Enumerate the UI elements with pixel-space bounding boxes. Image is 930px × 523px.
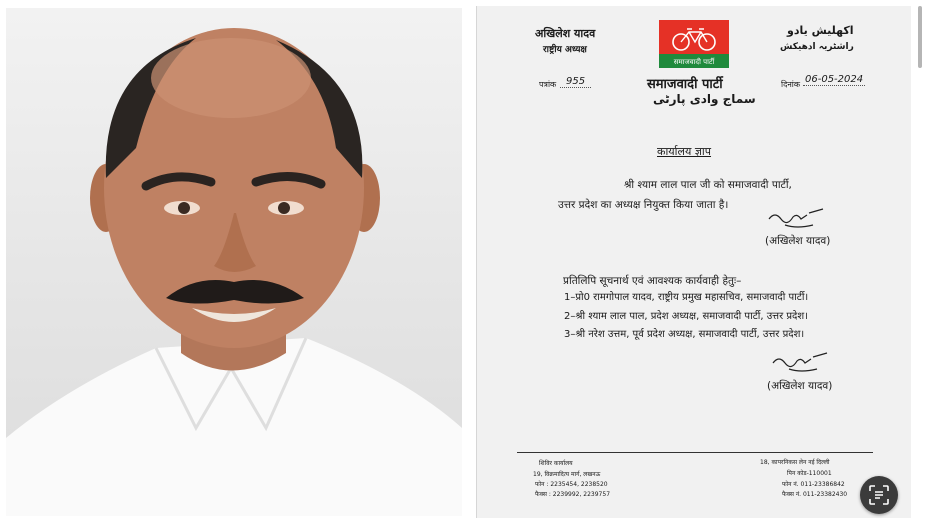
scrollbar-thumb[interactable] (918, 6, 922, 68)
header-left-title: राष्ट्रीय अध्यक्ष (543, 45, 587, 55)
header-left-name: अखिलेश यादव (535, 27, 596, 40)
lens-scan-icon (869, 485, 889, 505)
footer-right-fax: फैक्स नं. 011-23382430 (782, 491, 848, 498)
memo-body-line-2: उत्तर प्रदेश का अध्यक्ष नियुक्त किया जाता है। (558, 199, 729, 211)
header-right-title: راشٹریہ ادھیکش (780, 42, 854, 52)
footer-left-title: शिविर कार्यालय (539, 460, 573, 467)
party-name-hindi: समाजवादी पार्टी (647, 77, 723, 92)
footer-left-address: 19, विक्रमादित्य मार्ग, लखनऊ (533, 471, 601, 478)
memo-subject: कार्यालय ज्ञाप (657, 145, 712, 158)
header-right-name: اکھلیش یادو (787, 24, 854, 37)
signature-2 (771, 349, 831, 377)
reference-label: पत्रांक (539, 80, 557, 89)
portrait-photo (6, 8, 462, 516)
date-value: 06-05-2024 (805, 74, 864, 85)
footer-right-address: 18, कापरनिकस लेन नई दिल्ली (760, 459, 830, 466)
signatory-name-2: (अखिलेश यादव) (767, 380, 833, 392)
copy-to-item: 3–श्री नरेश उत्तम, पूर्व प्रदेश अध्यक्ष, समाजवादी पार्टी, उत्तर प्रदेश। (564, 329, 805, 340)
footer-right-pin: पिन कोड-110001 (787, 470, 832, 477)
office-memo-document (476, 6, 911, 518)
copy-to-item: 1–प्रो0 रामगोपाल यादव, राष्ट्रीय प्रमुख महासचिव, समाजवादी पार्टी। (564, 292, 809, 303)
copy-to-heading: प्रतिलिपि सूचनार्थ एवं आवश्यक कार्यवाही हेतुः– (563, 275, 742, 287)
signatory-name-1: (अखिलेश यादव) (765, 235, 831, 247)
reference-number: 955 (560, 76, 591, 88)
lens-scan-button[interactable] (860, 476, 898, 514)
flag-label: समाजवादी पार्टी (673, 58, 715, 66)
copy-to-item: 2–श्री श्याम लाल पाल, प्रदेश अध्यक्ष, समाजवादी पार्टी, उत्तर प्रदेश। (564, 311, 808, 322)
date-label: दिनांक (781, 80, 800, 89)
portrait-illustration (6, 8, 462, 516)
footer-left-fax: फैक्स : 2239992, 2239757 (535, 491, 611, 498)
bicycle-icon (671, 24, 717, 52)
party-flag (659, 20, 729, 68)
signature-1 (767, 205, 827, 233)
footer-right-phone: फोन नं. 011-23386842 (782, 481, 845, 488)
party-name-urdu: سماج وادی پارٹی (653, 92, 756, 106)
memo-body-line-1: श्री श्याम लाल पाल जी को समाजवादी पार्टी, (624, 179, 792, 191)
footer-divider (517, 452, 873, 453)
footer-left-phone: फोन : 2235454, 2238520 (535, 481, 608, 488)
